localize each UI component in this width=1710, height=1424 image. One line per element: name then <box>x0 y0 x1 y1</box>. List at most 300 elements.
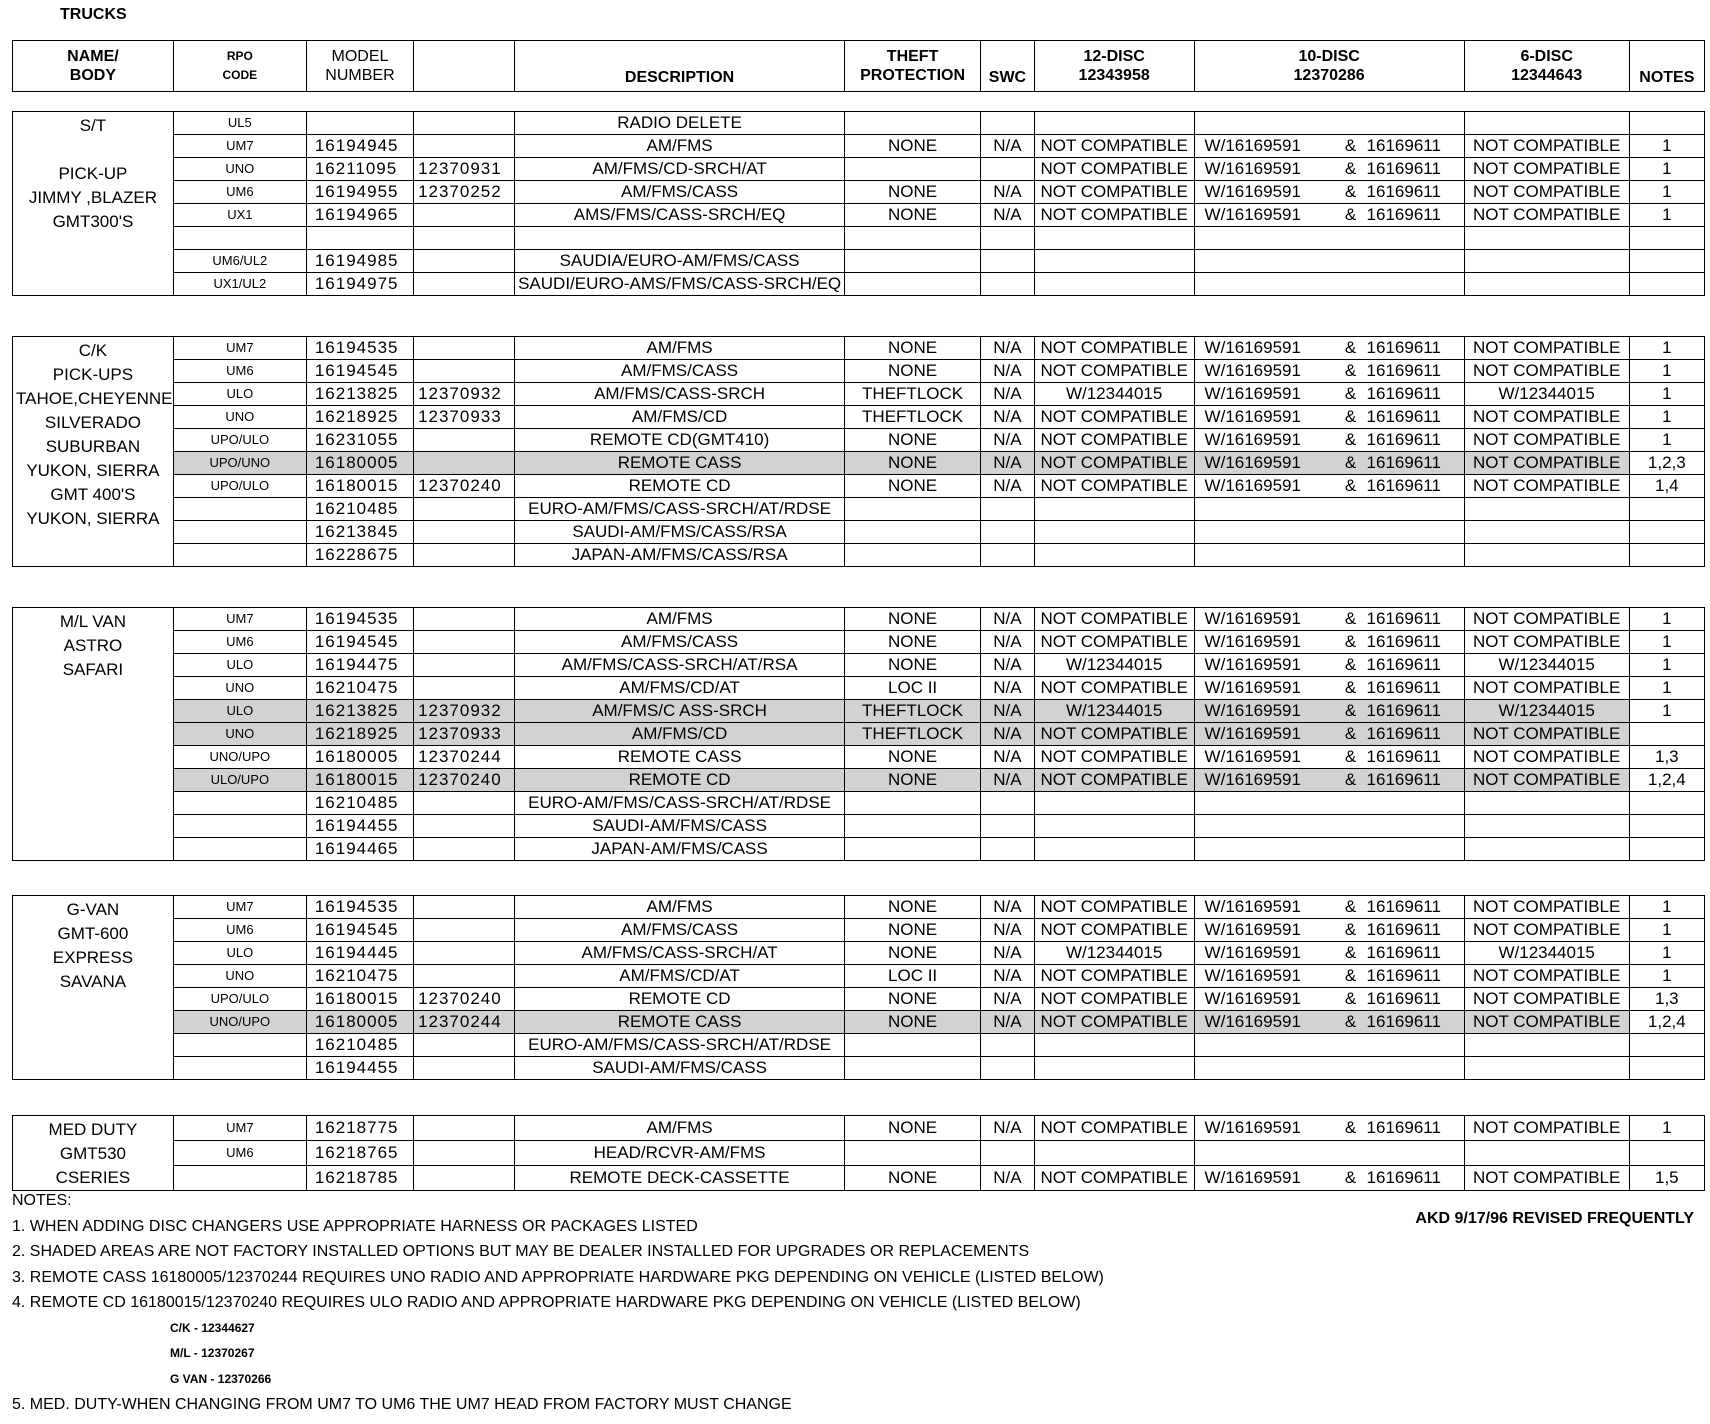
description-cell: AMS/FMS/CASS-SRCH/EQ <box>515 204 845 227</box>
vehicle-name-cell <box>13 337 174 567</box>
disc10-part-a: W/16169591 <box>1204 361 1301 380</box>
rpo-code-cell: UM7 <box>173 1116 306 1141</box>
swc-cell: N/A <box>981 360 1035 383</box>
vehicle-name-line: TAHOE,CHEYENNE <box>16 389 173 408</box>
swc-cell <box>981 273 1035 296</box>
description-cell: AM/FMS <box>515 896 845 919</box>
disc6-cell: NOT COMPATIBLE <box>1464 135 1629 158</box>
disc10-part-a: W/16169591 <box>1204 632 1301 651</box>
table-row <box>13 429 1705 452</box>
theft-protection-cell <box>845 521 981 544</box>
disc6-cell: NOT COMPATIBLE <box>1464 631 1629 654</box>
theft-protection-cell <box>845 250 981 273</box>
disc12-cell <box>1034 112 1194 135</box>
disc10-cell <box>1194 452 1464 475</box>
theft-protection-cell: THEFTLOCK <box>845 383 981 406</box>
swc-cell: N/A <box>981 677 1035 700</box>
alt-number-cell <box>414 792 515 815</box>
alt-number-cell <box>414 204 515 227</box>
disc10-part-a: W/16169591 <box>1204 966 1301 985</box>
ampersand: & <box>1344 966 1357 985</box>
disc12-cell: NOT COMPATIBLE <box>1034 896 1194 919</box>
theft-protection-cell: NONE <box>845 337 981 360</box>
swc-cell: N/A <box>981 337 1035 360</box>
alt-number-cell <box>414 452 515 475</box>
disc10-cell <box>1194 204 1464 227</box>
disc12-cell: NOT COMPATIBLE <box>1034 1116 1194 1141</box>
alt-number-cell: 12370240 <box>414 475 515 498</box>
vehicle-name-line: ASTRO <box>63 636 123 655</box>
rpo-code-cell <box>173 498 306 521</box>
disc12-cell: NOT COMPATIBLE <box>1034 204 1194 227</box>
disc12-cell: NOT COMPATIBLE <box>1034 769 1194 792</box>
description-cell: AM/FMS/C ASS-SRCH <box>515 700 845 723</box>
disc10-part-b: 16169611 <box>1366 632 1441 651</box>
table-row <box>13 337 1705 360</box>
disc6-cell: NOT COMPATIBLE <box>1464 406 1629 429</box>
disc10-part-b: 16169611 <box>1366 747 1441 766</box>
swc-cell <box>981 521 1035 544</box>
section-table <box>12 111 1705 296</box>
disc10-cell <box>1194 521 1464 544</box>
table-row <box>13 654 1705 677</box>
disc10-cell <box>1194 1166 1464 1191</box>
ampersand: & <box>1344 407 1357 426</box>
alt-number-cell: 12370932 <box>414 700 515 723</box>
vehicle-name-line: GMT-600 <box>57 924 129 943</box>
disc10-part-b: 16169611 <box>1366 476 1441 495</box>
disc10-cell <box>1194 227 1464 250</box>
rpo-code-cell <box>173 227 306 250</box>
disc6-cell <box>1464 838 1629 861</box>
rpo-code-cell <box>173 1057 306 1080</box>
disc6-cell: NOT COMPATIBLE <box>1464 181 1629 204</box>
table-row <box>13 1034 1705 1057</box>
rpo-code-cell <box>173 792 306 815</box>
notes-cell: 1 <box>1629 631 1704 654</box>
disc6-cell: NOT COMPATIBLE <box>1464 337 1629 360</box>
ampersand: & <box>1344 770 1357 789</box>
notes-cell <box>1629 1034 1704 1057</box>
disc10-cell <box>1194 544 1464 567</box>
disc6-cell: NOT COMPATIBLE <box>1464 429 1629 452</box>
notes-cell: 1 <box>1629 204 1704 227</box>
model-number-cell: 16194545 <box>306 360 413 383</box>
notes-cell <box>1629 521 1704 544</box>
theft-protection-cell: NONE <box>845 608 981 631</box>
table-row <box>13 250 1705 273</box>
vehicle-name-line: PICK-UP <box>58 164 128 183</box>
disc6-cell: NOT COMPATIBLE <box>1464 723 1629 746</box>
disc10-cell <box>1194 700 1464 723</box>
swc-cell <box>981 1057 1035 1080</box>
swc-cell: N/A <box>981 769 1035 792</box>
description-cell: AM/FMS/CD/AT <box>515 677 845 700</box>
disc10-part-b: 16169611 <box>1366 678 1441 697</box>
disc10-part-b: 16169611 <box>1366 136 1441 155</box>
disc6-cell <box>1464 521 1629 544</box>
section-table <box>12 607 1705 861</box>
swc-cell: N/A <box>981 429 1035 452</box>
note-item: 5. MED. DUTY-WHEN CHANGING FROM UM7 TO UM6 THE UM7 HEAD FROM FACTORY MUST CHANGE <box>12 1396 792 1413</box>
rpo-code-cell: ULO <box>173 700 306 723</box>
notes-cell <box>1629 815 1704 838</box>
model-number-cell: 16210475 <box>306 965 413 988</box>
description-cell: AM/FMS/CD-SRCH/AT <box>515 158 845 181</box>
ampersand: & <box>1344 632 1357 651</box>
disc6-cell: NOT COMPATIBLE <box>1464 769 1629 792</box>
notes-cell: 1,4 <box>1629 475 1704 498</box>
description-cell: AM/FMS <box>515 337 845 360</box>
description-cell: SAUDI/EURO-AMS/FMS/CASS-SRCH/EQ <box>515 273 845 296</box>
ampersand: & <box>1344 678 1357 697</box>
alt-number-cell: 12370240 <box>414 769 515 792</box>
theft-protection-cell: NONE <box>845 360 981 383</box>
disc10-cell <box>1194 677 1464 700</box>
disc10-part-b: 16169611 <box>1366 407 1441 426</box>
vehicle-name-line: PICK-UPS <box>52 365 134 384</box>
description-cell: AM/FMS <box>515 608 845 631</box>
disc10-cell <box>1194 112 1464 135</box>
disc10-part-b: 16169611 <box>1366 205 1441 224</box>
theft-protection-cell: NONE <box>845 204 981 227</box>
disc6-cell <box>1464 544 1629 567</box>
swc-cell: N/A <box>981 942 1035 965</box>
ampersand: & <box>1344 1012 1357 1031</box>
notes-cell: 1,2,4 <box>1629 769 1704 792</box>
model-number-cell: 16194985 <box>306 250 413 273</box>
notes-cell <box>1629 723 1704 746</box>
vehicle-name-line: GMT530 <box>59 1144 126 1163</box>
rpo-code-cell: UNO <box>173 723 306 746</box>
vehicle-name-line: JIMMY ,BLAZER <box>28 188 157 207</box>
col-rpo-code: RPO CODE <box>173 41 306 92</box>
theft-protection-cell: NONE <box>845 746 981 769</box>
description-cell: REMOTE CD <box>515 769 845 792</box>
swc-cell: N/A <box>981 896 1035 919</box>
disc10-cell <box>1194 769 1464 792</box>
description-cell: REMOTE CD(GMT410) <box>515 429 845 452</box>
vehicle-name-line: SUBURBAN <box>45 437 141 456</box>
disc10-part-a: W/16169591 <box>1204 701 1301 720</box>
ampersand: & <box>1344 430 1357 449</box>
note-item: 4. REMOTE CD 16180015/12370240 REQUIRES ULO RADIO AND APPROPRIATE HARDWARE PKG DEPENDING ON VEHICLE (LISTED BELOW) <box>12 1294 1081 1311</box>
notes-heading: NOTES: <box>12 1192 72 1209</box>
rpo-code-cell: UM7 <box>173 337 306 360</box>
disc6-cell: NOT COMPATIBLE <box>1464 360 1629 383</box>
col-description: DESCRIPTION <box>515 41 845 92</box>
theft-protection-cell: NONE <box>845 181 981 204</box>
disc10-part-b: 16169611 <box>1366 430 1441 449</box>
swc-cell: N/A <box>981 988 1035 1011</box>
vehicle-name-line: YUKON, SIERRA <box>26 461 160 480</box>
alt-number-cell: 12370933 <box>414 406 515 429</box>
notes-cell: 1 <box>1629 383 1704 406</box>
disc6-cell: NOT COMPATIBLE <box>1464 1116 1629 1141</box>
disc10-part-b: 16169611 <box>1366 701 1441 720</box>
ampersand: & <box>1344 182 1357 201</box>
disc10-part-b: 16169611 <box>1366 609 1441 628</box>
notes-cell: 1 <box>1629 677 1704 700</box>
disc6-cell: NOT COMPATIBLE <box>1464 204 1629 227</box>
ampersand: & <box>1344 338 1357 357</box>
notes-cell <box>1629 1141 1704 1166</box>
table-row <box>13 1166 1705 1191</box>
note-sub-item: M/L - 12370267 <box>170 1346 255 1360</box>
rpo-code-cell: ULO <box>173 383 306 406</box>
notes-cell: 1,2,3 <box>1629 452 1704 475</box>
model-number-cell: 16194445 <box>306 942 413 965</box>
swc-cell <box>981 250 1035 273</box>
disc10-part-b: 16169611 <box>1366 770 1441 789</box>
alt-number-cell <box>414 919 515 942</box>
alt-number-cell: 12370252 <box>414 181 515 204</box>
theft-protection-cell: THEFTLOCK <box>845 723 981 746</box>
vehicle-name-line: MED DUTY <box>48 1120 138 1139</box>
ampersand: & <box>1344 476 1357 495</box>
disc6-cell: W/12344015 <box>1464 700 1629 723</box>
description-cell: EURO-AM/FMS/CASS-SRCH/AT/RDSE <box>515 792 845 815</box>
table-row <box>13 227 1705 250</box>
disc10-cell <box>1194 429 1464 452</box>
ampersand: & <box>1344 724 1357 743</box>
rpo-code-cell: UX1/UL2 <box>173 273 306 296</box>
description-cell: JAPAN-AM/FMS/CASS <box>515 838 845 861</box>
table-row <box>13 792 1705 815</box>
table-row <box>13 769 1705 792</box>
ampersand: & <box>1344 897 1357 916</box>
vehicle-name-line: YUKON, SIERRA <box>26 509 160 528</box>
alt-number-cell: 12370244 <box>414 746 515 769</box>
disc10-part-a: W/16169591 <box>1204 678 1301 697</box>
table-row <box>13 498 1705 521</box>
table-row <box>13 452 1705 475</box>
disc10-cell <box>1194 135 1464 158</box>
alt-number-cell <box>414 273 515 296</box>
rpo-code-cell: UM7 <box>173 896 306 919</box>
disc10-cell <box>1194 919 1464 942</box>
description-cell: AM/FMS/CASS-SRCH/AT/RSA <box>515 654 845 677</box>
theft-protection-cell: NONE <box>845 429 981 452</box>
disc10-cell <box>1194 988 1464 1011</box>
disc12-cell: NOT COMPATIBLE <box>1034 965 1194 988</box>
model-number-cell <box>306 227 413 250</box>
disc6-cell <box>1464 792 1629 815</box>
table-row <box>13 406 1705 429</box>
swc-cell <box>981 498 1035 521</box>
table-row <box>13 723 1705 746</box>
description-cell: REMOTE CASS <box>515 452 845 475</box>
description-cell: SAUDI-AM/FMS/CASS/RSA <box>515 521 845 544</box>
notes-cell: 1 <box>1629 700 1704 723</box>
notes-cell: 1 <box>1629 608 1704 631</box>
table-row <box>13 1011 1705 1034</box>
disc12-cell <box>1034 250 1194 273</box>
table-row <box>13 988 1705 1011</box>
disc12-cell <box>1034 1057 1194 1080</box>
table-row <box>13 181 1705 204</box>
description-cell: REMOTE CASS <box>515 746 845 769</box>
rpo-code-cell <box>173 1034 306 1057</box>
disc10-part-a: W/16169591 <box>1204 182 1301 201</box>
swc-cell: N/A <box>981 965 1035 988</box>
theft-protection-cell: NONE <box>845 135 981 158</box>
alt-number-cell: 12370933 <box>414 723 515 746</box>
notes-cell: 1,2,4 <box>1629 1011 1704 1034</box>
theft-protection-cell <box>845 227 981 250</box>
disc12-cell: NOT COMPATIBLE <box>1034 746 1194 769</box>
disc10-part-b: 16169611 <box>1366 338 1441 357</box>
rpo-code-cell: UM6 <box>173 919 306 942</box>
vehicle-name-line: GMT 400'S <box>50 485 136 504</box>
alt-number-cell <box>414 965 515 988</box>
disc10-part-a: W/16169591 <box>1204 338 1301 357</box>
model-number-cell: 16194955 <box>306 181 413 204</box>
description-cell: AM/FMS <box>515 135 845 158</box>
vehicle-name-line: SAVANA <box>59 972 127 991</box>
vehicle-name-cell <box>13 896 174 1080</box>
swc-cell <box>981 112 1035 135</box>
swc-cell <box>981 1034 1035 1057</box>
vehicle-name-line: SAFARI <box>62 660 124 679</box>
disc10-part-a: W/16169591 <box>1204 943 1301 962</box>
swc-cell: N/A <box>981 452 1035 475</box>
theft-protection-cell: NONE <box>845 1166 981 1191</box>
ampersand: & <box>1344 943 1357 962</box>
ampersand: & <box>1344 453 1357 472</box>
theft-protection-cell: NONE <box>845 988 981 1011</box>
rpo-code-cell: UM6/UL2 <box>173 250 306 273</box>
description-cell: RADIO DELETE <box>515 112 845 135</box>
model-number-cell: 16180005 <box>306 452 413 475</box>
swc-cell: N/A <box>981 608 1035 631</box>
disc6-cell <box>1464 498 1629 521</box>
table-row <box>13 1057 1705 1080</box>
disc10-cell <box>1194 608 1464 631</box>
model-number-cell: 16218765 <box>306 1141 413 1166</box>
ampersand: & <box>1344 609 1357 628</box>
description-cell: SAUDI-AM/FMS/CASS <box>515 1057 845 1080</box>
ampersand: & <box>1344 655 1357 674</box>
swc-cell: N/A <box>981 919 1035 942</box>
model-number-cell: 16194475 <box>306 654 413 677</box>
swc-cell: N/A <box>981 631 1035 654</box>
rpo-code-cell: UNO/UPO <box>173 746 306 769</box>
disc6-cell <box>1464 1057 1629 1080</box>
disc10-cell <box>1194 406 1464 429</box>
disc12-cell <box>1034 838 1194 861</box>
disc12-cell: NOT COMPATIBLE <box>1034 1011 1194 1034</box>
theft-protection-cell <box>845 498 981 521</box>
description-cell: AM/FMS/CASS <box>515 631 845 654</box>
disc10-part-a: W/16169591 <box>1204 159 1301 178</box>
disc10-part-b: 16169611 <box>1366 1118 1441 1137</box>
notes-cell: 1 <box>1629 1116 1704 1141</box>
disc10-part-a: W/16169591 <box>1204 1012 1301 1031</box>
rpo-code-cell: UPO/ULO <box>173 475 306 498</box>
notes-cell: 1 <box>1629 654 1704 677</box>
disc12-cell: NOT COMPATIBLE <box>1034 631 1194 654</box>
rpo-code-cell: UNO/UPO <box>173 1011 306 1034</box>
model-number-cell: 16194455 <box>306 1057 413 1080</box>
disc12-cell: NOT COMPATIBLE <box>1034 181 1194 204</box>
alt-number-cell <box>414 112 515 135</box>
note-item: 3. REMOTE CASS 16180005/12370244 REQUIRES UNO RADIO AND APPROPRIATE HARDWARE PKG DEPENDING ON VEHICLE (LISTED BELOW) <box>12 1268 1104 1286</box>
vehicle-name-line: G-VAN <box>66 900 120 919</box>
model-number-cell: 16210485 <box>306 498 413 521</box>
alt-number-cell: 12370244 <box>414 1011 515 1034</box>
swc-cell <box>981 792 1035 815</box>
table-row <box>13 677 1705 700</box>
disc12-cell <box>1034 498 1194 521</box>
disc10-cell <box>1194 792 1464 815</box>
swc-cell: N/A <box>981 181 1035 204</box>
vehicle-name-line: C/K <box>78 341 108 360</box>
disc12-cell: NOT COMPATIBLE <box>1034 988 1194 1011</box>
disc6-cell: NOT COMPATIBLE <box>1464 965 1629 988</box>
description-cell: AM/FMS/CASS <box>515 919 845 942</box>
disc6-cell: NOT COMPATIBLE <box>1464 158 1629 181</box>
model-number-cell: 16228675 <box>306 544 413 567</box>
disc10-cell <box>1194 181 1464 204</box>
description-cell: AM/FMS/CD/AT <box>515 965 845 988</box>
model-number-cell: 16180005 <box>306 746 413 769</box>
table-row <box>13 815 1705 838</box>
alt-number-cell <box>414 250 515 273</box>
disc10-part-b: 16169611 <box>1366 724 1441 743</box>
disc10-part-a: W/16169591 <box>1204 476 1301 495</box>
disc10-cell <box>1194 383 1464 406</box>
disc10-cell <box>1194 631 1464 654</box>
notes-cell: 1 <box>1629 919 1704 942</box>
description-cell: SAUDIA/EURO-AM/FMS/CASS <box>515 250 845 273</box>
description-cell: AM/FMS/CD <box>515 406 845 429</box>
rpo-code-cell <box>173 1166 306 1191</box>
vehicle-name-cell <box>13 1116 174 1191</box>
disc10-cell <box>1194 1034 1464 1057</box>
theft-protection-cell <box>845 815 981 838</box>
alt-number-cell <box>414 838 515 861</box>
disc10-part-a: W/16169591 <box>1204 609 1301 628</box>
vehicle-name-cell <box>13 112 174 296</box>
swc-cell: N/A <box>981 406 1035 429</box>
notes-cell: 1 <box>1629 337 1704 360</box>
disc12-cell <box>1034 1034 1194 1057</box>
alt-number-cell <box>414 1034 515 1057</box>
disc12-cell: NOT COMPATIBLE <box>1034 1166 1194 1191</box>
description-cell: AM/FMS/CASS <box>515 360 845 383</box>
disc10-part-a: W/16169591 <box>1204 655 1301 674</box>
description-cell: EURO-AM/FMS/CASS-SRCH/AT/RDSE <box>515 1034 845 1057</box>
alt-number-cell <box>414 521 515 544</box>
disc10-part-b: 16169611 <box>1366 920 1441 939</box>
disc6-cell <box>1464 815 1629 838</box>
vehicle-name-line: EXPRESS <box>52 948 134 967</box>
theft-protection-cell: LOC II <box>845 965 981 988</box>
disc12-cell: NOT COMPATIBLE <box>1034 135 1194 158</box>
rpo-code-cell: ULO <box>173 942 306 965</box>
page-title: TRUCKS <box>60 6 127 23</box>
disc10-cell <box>1194 1116 1464 1141</box>
theft-protection-cell <box>845 273 981 296</box>
disc10-part-a: W/16169591 <box>1204 920 1301 939</box>
notes-cell <box>1629 792 1704 815</box>
theft-protection-cell: NONE <box>845 654 981 677</box>
description-cell: REMOTE CD <box>515 988 845 1011</box>
disc10-cell <box>1194 1011 1464 1034</box>
theft-protection-cell: NONE <box>845 452 981 475</box>
col-swc: SWC <box>981 41 1035 92</box>
